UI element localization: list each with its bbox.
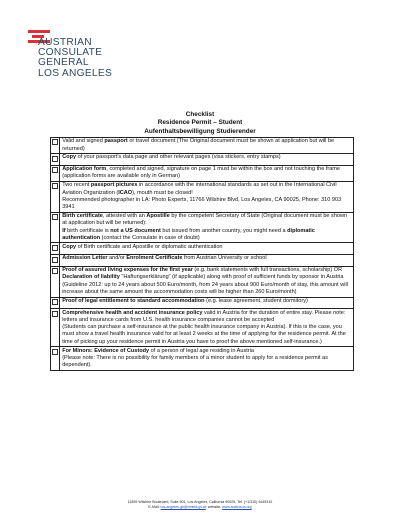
checkbox[interactable] xyxy=(52,257,58,263)
checkbox[interactable] xyxy=(52,299,58,305)
checklist-item-text: Proof of assured living expenses for the first year (e.g. bank statements with full transactions, scholarship) OR Declaration of liability "Haftungserklärung" (if applicable) along with proof of sufficient funds by sponsor in Austria (Guideline 2012: up to 24 years about 500 Euro/month, from 24 years about 900 Euro/month of stay, this amount will increase about the same amount the accommodation costs will be higher than 260 Euro/month) xyxy=(60,266,354,297)
checklist-item-text: Copy of Birth certificate and Apostille or diplomatic authentication xyxy=(60,243,354,255)
title-line: Aufenthaltsbewilligung Studierender xyxy=(144,127,256,135)
checklist-item-text: Copy of your passport's data page and other relevant pages (visa stickers, entry stamps) xyxy=(60,154,354,166)
checklist-item-text: Proof of legal entitlement to standard accommodation (e.g. lease agreement, student dormitory) xyxy=(60,297,354,309)
checklist-row xyxy=(51,138,354,154)
checklist-item-text: Valid and signed passport or travel document (The Original document must be shown at application but will be returned) xyxy=(60,138,354,154)
checkbox[interactable] xyxy=(52,268,58,274)
checkbox[interactable] xyxy=(52,183,58,189)
checklist-row xyxy=(51,255,354,267)
logo-line: CONSULATE xyxy=(38,47,103,59)
checklist-item-text: Birth certificate, attested with an Apostille by the competent Secretary of State (Original document must be shown at application but will be returned): If birth certificate is not a US document but issued from another country, you might need a diplomatic authentication (contact the Consulate in case of doubt) xyxy=(60,212,354,243)
checklist-item-text: Comprehensive health and accident insurance policy valid in Austria for the duration of entire stay. Please note: letters and insurance cards from U.S. health insurance companies cannot be accepted (Students can purchase a self-insurance at the public health insurance company in Austria). If this is the case, you must show a travel health insurance valid for at least 2 weeks at the time of applying for the residence permit. At the time of picking up your residence permit in Austria you have to proof the above mentioned self-insurance.) xyxy=(60,309,354,347)
checklist-row xyxy=(51,347,354,370)
checklist-row xyxy=(51,165,354,181)
logo-line: LOS ANGELES xyxy=(38,67,113,79)
checklist-row xyxy=(51,212,354,243)
checklist-row xyxy=(51,309,354,347)
checkbox[interactable] xyxy=(52,156,58,162)
logo-line: GENERAL xyxy=(38,57,89,69)
logo-line: AUSTRIAN xyxy=(38,37,92,48)
checkbox[interactable] xyxy=(52,139,58,145)
title-line: Checklist xyxy=(185,111,215,118)
page-footer xyxy=(0,500,400,510)
email-link[interactable]: los-angeles-gk@bmeia.gv.at xyxy=(160,505,206,509)
checkbox[interactable] xyxy=(52,167,58,173)
checklist-table xyxy=(50,137,354,371)
checkbox[interactable] xyxy=(52,245,58,251)
checklist-row xyxy=(51,154,354,166)
checklist-item-text: Admission Letter and/or Enrolment Certificate from Austrian University or school xyxy=(60,255,354,267)
logo-flag-bar xyxy=(28,30,50,33)
checklist-row xyxy=(51,297,354,309)
footer-contact: E-Mail: los-angeles-gk@bmeia.gv.at, website: www.austria-la.org xyxy=(148,505,252,509)
logo-text xyxy=(38,38,112,79)
website-link[interactable]: www.austria-la.org xyxy=(222,505,252,509)
checklist-row xyxy=(51,243,354,255)
checkbox[interactable] xyxy=(52,349,58,355)
checklist-item-text: Application form, completed and signed, signature on page 1 must be within the box and not touching the frame (application forms are available only in German) xyxy=(60,165,354,181)
checklist-item-text: Two recent passport pictures in accordance with the international standards as set out in the International Civil Aviation Organization (ICAO), mouth must be closed! Recommended photographer in LA: Photo Experts, 11766 Wilshire Blvd, Los Angeles, CA 90025, Phone: 310 903 3941 xyxy=(60,181,354,212)
document-title xyxy=(0,111,400,136)
checklist-row xyxy=(51,266,354,297)
checklist-item-text: For Minors: Evidence of Custody of a person of legal age residing in Austria (Please note: There is no possibility for family members of a minor student to apply for a residence permit as dependent). xyxy=(60,347,354,370)
title-line: Residence Permit – Student xyxy=(157,119,243,127)
checkbox[interactable] xyxy=(52,311,58,317)
footer-address: 11859 Wilshire Boulevard, Suite 501, Los Angeles, California 90025, Tel. (+1/310) 4449310 xyxy=(127,500,273,504)
checkbox[interactable] xyxy=(52,214,58,220)
checklist-row xyxy=(51,181,354,212)
